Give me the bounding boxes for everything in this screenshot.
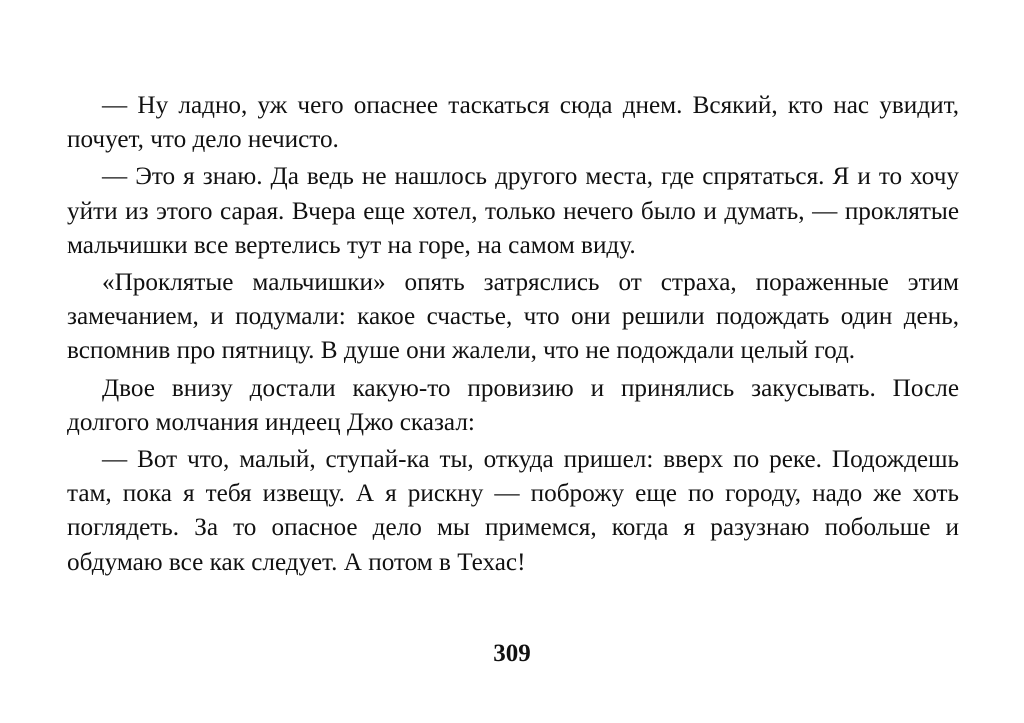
paragraph: — Ну ладно, уж чего опаснее таскаться сюда днем. Всякий, кто нас увидит, почует, что дело нечисто. — [67, 92, 959, 154]
page-text — [67, 89, 959, 580]
paragraph: Двое внизу достали какую-то провизию и принялись закусывать. После долгого молчания индеец Джо сказал: — [67, 374, 959, 436]
paragraph: — Это я знаю. Да ведь не нашлось другого места, где спрятаться. Я и то хочу уйти из этого сарая. Вчера еще хотел, только нечего было и думать, — проклятые мальчишки все вертелись тут на горе, на самом виду. — [67, 163, 959, 259]
paragraph: «Проклятые мальчишки» опять затряслись от страха, пораженные этим замечанием, и подумали: какое счастье, что они решили подождать один день, вспомнив про пятницу. В душе они жалели, что не подождали целый год. — [67, 269, 959, 365]
paragraph: — Вот что, малый, ступай-ка ты, откуда пришел: вверх по реке. Подождешь там, пока я тебя извещу. А я рискну — поброжу еще по городу, надо же хоть поглядеть. За то опасное дело мы примемся, когда я разузнаю побольше и обдумаю все как следует. А потом в Техас! — [67, 446, 959, 576]
page-number: 309 — [493, 640, 531, 667]
